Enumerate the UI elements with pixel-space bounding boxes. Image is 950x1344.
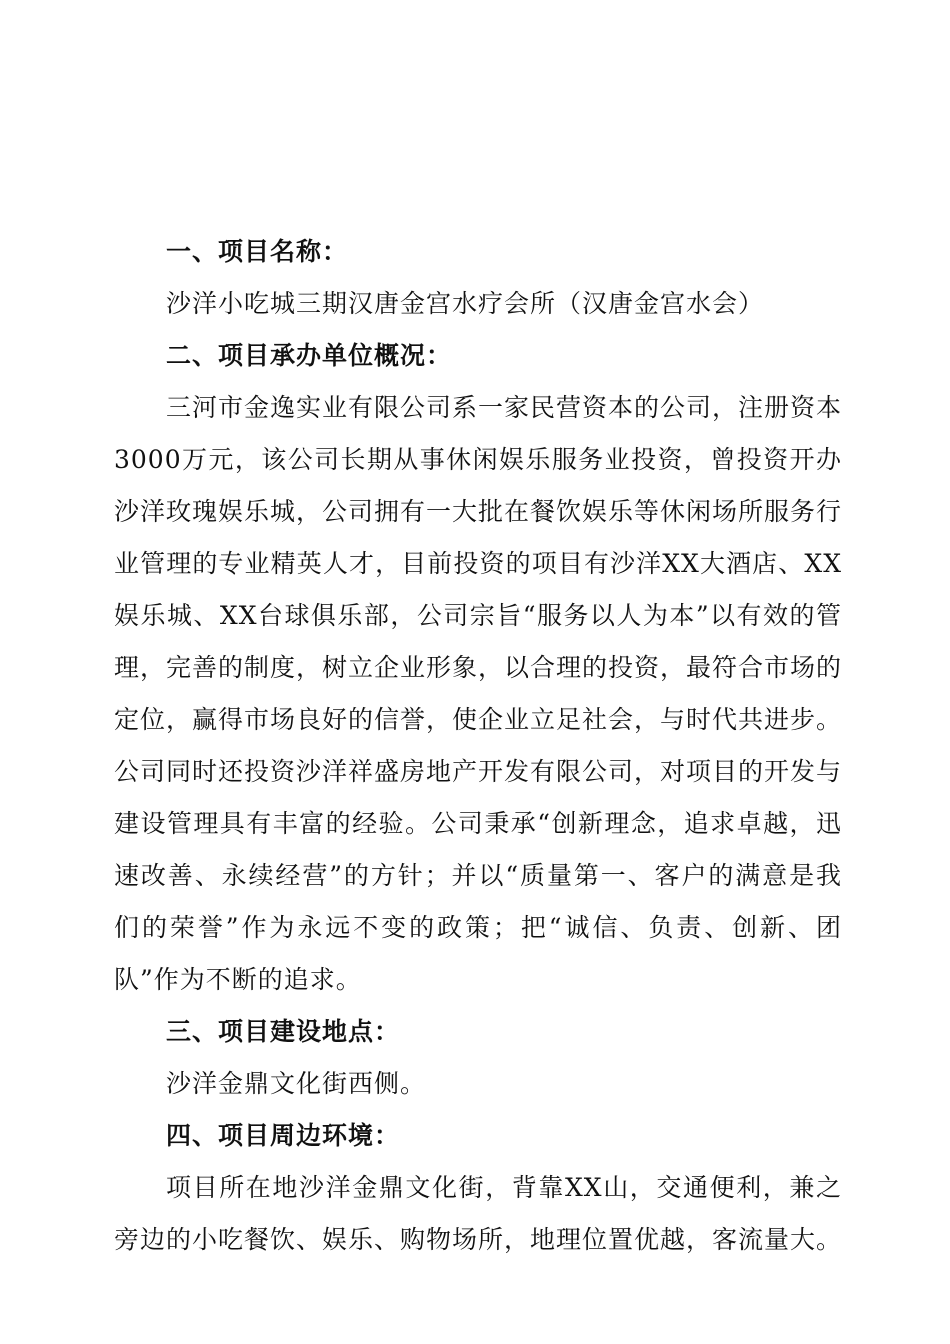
section-heading-organizer-overview: 二、项目承办单位概况：	[166, 341, 453, 370]
section-heading-construction-site: 三、项目建设地点：	[166, 1017, 401, 1046]
section-heading-surroundings: 四、项目周边环境：	[166, 1121, 401, 1150]
section-body-organizer-overview: 三河市金逸实业有限公司系一家民营资本的公司，注册资本3000万元，该公司长期从事休闲娱乐服务业投资，曾投资开办沙洋玫瑰娱乐城，公司拥有一大批在餐饮娱乐等休闲场所服务行业管理的专业精英人才，目前投资的项目有沙洋XX大酒店、XX娱乐城、XX台球俱乐部，公司宗旨“服务以人为本”以有效的管理，完善的制度，树立企业形象，以合理的投资，最符合市场的定位，赢得市场良好的信誉，使企业立足社会，与时代共进步。公司同时还投资沙洋祥盛房地产开发有限公司，对项目的开发与建设管理具有丰富的经验。公司秉承“创新理念，追求卓越，迅速改善、永续经营”的方针；并以“质量第一、客户的满意是我们的荣誉”作为永远不变的政策；把“诚信、负责、创新、团队”作为不断的追求。	[114, 393, 843, 994]
section-body-surroundings: 项目所在地沙洋金鼎文化街，背靠XX山，交通便利，兼之旁边的小吃餐饮、娱乐、购物场所，地理位置优越，客流量大。	[114, 1173, 843, 1254]
section-body-project-name: 沙洋小吃城三期汉唐金宫水疗会所（汉唐金宫水会）	[166, 289, 765, 318]
section-body-construction-site: 沙洋金鼎文化街西侧。	[166, 1069, 427, 1098]
section-heading-project-name: 一、项目名称：	[166, 237, 349, 266]
document-body	[114, 226, 842, 1266]
